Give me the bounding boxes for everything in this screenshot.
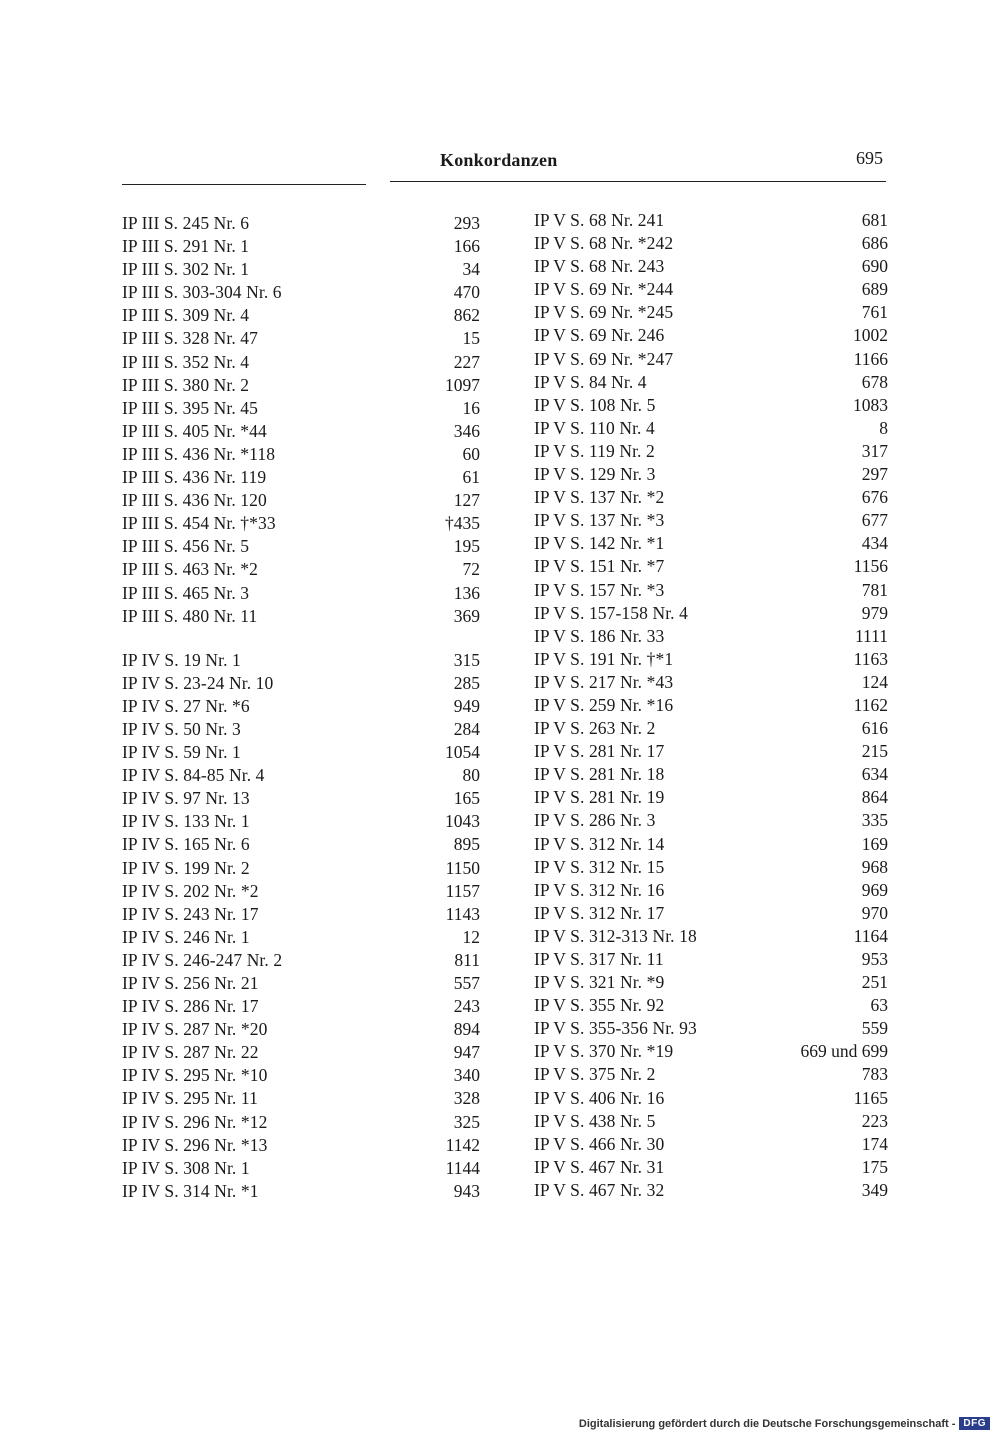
concordance-row [122, 489, 480, 512]
concordance-row [534, 301, 888, 324]
reference-text: IP IV S. 165 Nr. 6 [122, 834, 250, 855]
reference-text: IP IV S. 84-85 Nr. 4 [122, 765, 265, 786]
entry-number: 470 [453, 282, 480, 303]
concordance-row [122, 374, 480, 397]
entry-number: 165 [453, 788, 480, 809]
entry-number: 943 [453, 1180, 480, 1201]
reference-text: IP V S. 281 Nr. 19 [534, 787, 665, 808]
footer-credit [579, 1417, 990, 1430]
reference-text: IP IV S. 295 Nr. *10 [122, 1065, 268, 1086]
reference-text: IP V S. 375 Nr. 2 [534, 1064, 656, 1085]
concordance-row [122, 535, 480, 558]
entry-number: 1156 [853, 556, 888, 577]
reference-text: IP III S. 291 Nr. 1 [122, 236, 250, 257]
entry-number: 12 [462, 926, 480, 947]
entry-number: 243 [453, 996, 480, 1017]
entry-number: 1054 [445, 742, 480, 763]
concordance-row [122, 628, 480, 649]
reference-text: IP V S. 286 Nr. 3 [534, 810, 656, 831]
entry-number: 434 [861, 533, 888, 554]
reference-text: IP V S. 151 Nr. *7 [534, 556, 665, 577]
page-title: Konkordanzen [440, 150, 558, 170]
concordance-row [122, 903, 480, 926]
entry-number: 293 [453, 213, 480, 233]
concordance-row [122, 857, 480, 880]
entry-number: 559 [861, 1018, 888, 1039]
reference-text: IP IV S. 199 Nr. 2 [122, 857, 250, 878]
reference-text: IP IV S. 246-247 Nr. 2 [122, 949, 283, 970]
reference-text: IP V S. 281 Nr. 18 [534, 764, 665, 785]
concordance-row [122, 995, 480, 1018]
entry-number: 979 [861, 602, 888, 623]
reference-text: IP IV S. 256 Nr. 21 [122, 973, 259, 993]
reference-text: IP III S. 436 Nr. 119 [122, 467, 267, 488]
concordance-row [122, 443, 480, 466]
reference-text: IP III S. 465 Nr. 3 [122, 582, 250, 603]
concordance-row [534, 1040, 888, 1063]
reference-text: IP V S. 157 Nr. *3 [534, 579, 665, 600]
entry-number: 1002 [853, 325, 888, 346]
concordance-row [534, 440, 888, 463]
entry-number: 1143 [445, 903, 480, 924]
reference-text: IP III S. 302 Nr. 1 [122, 259, 250, 280]
reference-text: IP V S. 263 Nr. 2 [534, 718, 656, 739]
concordance-row [122, 1064, 480, 1087]
concordance-row [534, 694, 888, 717]
concordance-row [534, 671, 888, 694]
concordance-row [122, 1041, 480, 1064]
entry-number: 215 [861, 741, 888, 762]
reference-text: IP V S. 312 Nr. 16 [534, 879, 665, 900]
concordance-row [122, 466, 480, 489]
reference-text: IP IV S. 133 Nr. 1 [122, 811, 250, 832]
concordance-row [534, 394, 888, 417]
concordance-row [122, 972, 480, 995]
reference-text: IP V S. 69 Nr. *244 [534, 279, 674, 300]
entry-number: 1043 [445, 811, 480, 832]
reference-text: IP III S. 463 Nr. *2 [122, 559, 259, 580]
concordance-row [122, 880, 480, 903]
concordance-row [122, 605, 480, 628]
reference-text: IP V S. 321 Nr. *9 [534, 972, 665, 993]
entry-number: 72 [462, 559, 480, 580]
reference-text: IP IV S. 287 Nr. 22 [122, 1042, 259, 1063]
entry-number: 251 [861, 972, 888, 993]
entry-number: 947 [453, 1042, 480, 1063]
concordance-row [534, 371, 888, 394]
entry-number: 616 [861, 718, 888, 739]
dfg-logo: DFG [959, 1417, 990, 1430]
concordance-row [534, 1133, 888, 1156]
reference-text: IP III S. 303-304 Nr. 6 [122, 282, 282, 303]
reference-text: IP IV S. 296 Nr. *13 [122, 1134, 268, 1155]
reference-text: IP IV S. 27 Nr. *6 [122, 695, 250, 716]
reference-text: IP V S. 119 Nr. 2 [534, 440, 655, 461]
concordance-row [122, 212, 480, 235]
reference-text: IP IV S. 314 Nr. *1 [122, 1180, 259, 1201]
entry-number: †435 [445, 513, 480, 534]
reference-text: IP III S. 456 Nr. 5 [122, 536, 250, 557]
reference-text: IP IV S. 286 Nr. 17 [122, 996, 259, 1017]
concordance-row [534, 1156, 888, 1179]
reference-text: IP V S. 129 Nr. 3 [534, 464, 656, 485]
entry-number: 1097 [445, 374, 480, 395]
entry-number: 678 [861, 371, 888, 392]
entry-number: 15 [462, 328, 480, 349]
concordance-row [534, 1063, 888, 1086]
reference-text: IP V S. 355-356 Nr. 93 [534, 1018, 697, 1039]
concordance-row [534, 486, 888, 509]
entry-number: 689 [861, 279, 888, 300]
entry-number: 953 [861, 949, 888, 969]
concordance-row [122, 787, 480, 810]
concordance-row [534, 786, 888, 809]
concordance-row [534, 971, 888, 994]
concordance-row [534, 463, 888, 486]
reference-text: IP IV S. 295 Nr. 11 [122, 1088, 258, 1109]
reference-text: IP III S. 245 Nr. 6 [122, 213, 250, 233]
concordance-row [122, 672, 480, 695]
entry-number: 1166 [853, 348, 888, 369]
reference-text: IP V S. 157-158 Nr. 4 [534, 602, 688, 623]
concordance-row [122, 258, 480, 281]
footer-text: Digitalisierung gefördert durch die Deutsche Forschungsgemeinschaft - [578, 1417, 956, 1430]
concordance-row [534, 902, 888, 925]
concordance-row [534, 509, 888, 532]
entry-number: 175 [861, 1156, 888, 1177]
reference-text: IP V S. 69 Nr. 246 [534, 325, 665, 346]
reference-text: IP IV S. 50 Nr. 3 [122, 718, 241, 739]
reference-text: IP V S. 84 Nr. 4 [534, 371, 647, 392]
concordance-column-right [534, 209, 888, 1202]
entry-number: 1165 [853, 1087, 888, 1108]
reference-text: IP V S. 110 Nr. 4 [534, 417, 655, 438]
entry-number: 557 [453, 973, 480, 993]
entry-number: 16 [462, 397, 480, 418]
entry-number: 1157 [445, 880, 480, 901]
entry-number: 949 [453, 695, 480, 716]
concordance-row [534, 1179, 888, 1202]
entry-number: 8 [879, 417, 888, 438]
reference-text: IP III S. 405 Nr. *44 [122, 420, 267, 441]
concordance-row [534, 948, 888, 971]
entry-number: 346 [453, 420, 480, 441]
entry-number: 124 [861, 671, 888, 692]
reference-text: IP V S. 68 Nr. 243 [534, 256, 665, 277]
concordance-row [534, 740, 888, 763]
concordance-row [122, 695, 480, 718]
entry-number: 895 [453, 834, 480, 855]
entry-number: 297 [861, 464, 888, 485]
entry-number: 1150 [445, 857, 480, 878]
concordance-row [122, 1111, 480, 1134]
concordance-row [122, 582, 480, 605]
entry-number: 894 [453, 1019, 480, 1040]
concordance-row [534, 417, 888, 440]
concordance-row [122, 741, 480, 764]
reference-text: IP IV S. 19 Nr. 1 [122, 649, 241, 670]
concordance-row [122, 420, 480, 443]
reference-text: IP IV S. 59 Nr. 1 [122, 742, 241, 763]
entry-number: 1164 [853, 925, 888, 946]
entry-number: 195 [453, 536, 480, 557]
concordance-row [534, 879, 888, 902]
entry-number: 669 und 699 [800, 1041, 888, 1062]
reference-text: IP V S. 69 Nr. *247 [534, 348, 674, 369]
concordance-row [534, 809, 888, 832]
reference-text: IP V S. 108 Nr. 5 [534, 394, 656, 415]
concordance-column-left [122, 212, 480, 1203]
entry-number: 317 [861, 440, 888, 461]
entry-number: 80 [462, 765, 480, 786]
concordance-row [122, 281, 480, 304]
reference-text: IP V S. 137 Nr. *3 [534, 510, 665, 531]
reference-text: IP V S. 186 Nr. 33 [534, 625, 665, 646]
concordance-row [122, 512, 480, 535]
reference-text: IP IV S. 287 Nr. *20 [122, 1019, 268, 1040]
concordance-row [534, 833, 888, 856]
reference-text: IP IV S. 97 Nr. 13 [122, 788, 250, 809]
concordance-row [122, 235, 480, 258]
concordance-row [122, 1180, 480, 1203]
entry-number: 369 [453, 605, 480, 626]
entry-number: 223 [861, 1110, 888, 1131]
entry-number: 761 [861, 302, 888, 323]
concordance-row [122, 649, 480, 672]
concordance-row [122, 926, 480, 949]
concordance-row [122, 351, 480, 374]
concordance-row [534, 232, 888, 255]
reference-text: IP V S. 191 Nr. †*1 [534, 648, 674, 669]
reference-text: IP V S. 217 Nr. *43 [534, 671, 674, 692]
reference-text: IP III S. 352 Nr. 4 [122, 351, 250, 372]
reference-text: IP III S. 309 Nr. 4 [122, 305, 250, 326]
entry-number: 63 [870, 995, 888, 1016]
concordance-row [534, 555, 888, 578]
concordance-row [534, 602, 888, 625]
page-number: 695 [856, 148, 883, 168]
concordance-row [534, 925, 888, 948]
entry-number: 1111 [854, 625, 888, 646]
concordance-row [534, 1087, 888, 1110]
entry-number: 676 [861, 487, 888, 508]
reference-text: IP III S. 328 Nr. 47 [122, 328, 259, 349]
concordance-row [534, 648, 888, 671]
entry-number: 969 [861, 879, 888, 900]
concordance-row [534, 579, 888, 602]
concordance-row [122, 949, 480, 972]
reference-text: IP V S. 259 Nr. *16 [534, 694, 674, 715]
entry-number: 862 [453, 305, 480, 326]
reference-text: IP III S. 454 Nr. †*33 [122, 513, 276, 534]
reference-text: IP IV S. 296 Nr. *12 [122, 1111, 268, 1132]
reference-text: IP V S. 370 Nr. *19 [534, 1041, 674, 1062]
entry-number: 1162 [853, 694, 888, 715]
reference-text: IP V S. 68 Nr. *242 [534, 233, 674, 254]
reference-text: IP V S. 312 Nr. 14 [534, 833, 665, 854]
entry-number: 781 [861, 579, 888, 600]
entry-number: 136 [453, 582, 480, 603]
reference-text: IP IV S. 243 Nr. 17 [122, 903, 259, 924]
entry-number: 60 [462, 443, 480, 464]
concordance-row [534, 209, 888, 232]
reference-text: IP V S. 406 Nr. 16 [534, 1087, 665, 1108]
reference-text: IP V S. 317 Nr. 11 [534, 949, 664, 969]
concordance-row [534, 278, 888, 301]
concordance-row [534, 625, 888, 648]
entry-number: 1144 [445, 1157, 480, 1178]
concordance-row [122, 397, 480, 420]
entry-number: 968 [861, 856, 888, 877]
concordance-row [122, 327, 480, 350]
reference-text: IP V S. 312 Nr. 15 [534, 856, 665, 877]
concordance-row [534, 255, 888, 278]
reference-text: IP III S. 395 Nr. 45 [122, 397, 259, 418]
entry-number: 686 [861, 233, 888, 254]
entry-number: 681 [861, 210, 888, 230]
reference-text: IP V S. 312-313 Nr. 18 [534, 925, 697, 946]
entry-number: 61 [462, 467, 480, 488]
concordance-row [122, 558, 480, 581]
entry-number: 1142 [445, 1134, 480, 1155]
entry-number: 634 [861, 764, 888, 785]
concordance-row [122, 764, 480, 787]
reference-text: IP III S. 480 Nr. 11 [122, 605, 258, 626]
entry-number: 285 [453, 672, 480, 693]
concordance-row [534, 717, 888, 740]
concordance-row [122, 1087, 480, 1110]
concordance-row [122, 1134, 480, 1157]
concordance-row [534, 1017, 888, 1040]
reference-text: IP IV S. 23-24 Nr. 10 [122, 672, 274, 693]
reference-text: IP V S. 467 Nr. 31 [534, 1156, 665, 1177]
entry-number: 690 [861, 256, 888, 277]
entry-number: 335 [861, 810, 888, 831]
concordance-row [534, 324, 888, 347]
concordance-row [122, 810, 480, 833]
entry-number: 315 [453, 649, 480, 670]
entry-number: 34 [462, 259, 480, 280]
reference-text: IP V S. 466 Nr. 30 [534, 1133, 665, 1154]
concordance-row [122, 833, 480, 856]
reference-text: IP IV S. 246 Nr. 1 [122, 926, 250, 947]
reference-text: IP V S. 142 Nr. *1 [534, 533, 665, 554]
entry-number: 970 [861, 902, 888, 923]
entry-number: 349 [861, 1179, 888, 1200]
header-rule-left [122, 184, 366, 185]
entry-number: 169 [861, 833, 888, 854]
entry-number: 174 [861, 1133, 888, 1154]
entry-number: 227 [453, 351, 480, 372]
concordance-row [122, 304, 480, 327]
reference-text: IP III S. 436 Nr. *118 [122, 443, 276, 464]
entry-number: 783 [861, 1064, 888, 1085]
reference-text: IP IV S. 202 Nr. *2 [122, 880, 259, 901]
concordance-row [122, 718, 480, 741]
reference-text: IP V S. 312 Nr. 17 [534, 902, 665, 923]
concordance-row [534, 994, 888, 1017]
entry-number: 127 [453, 490, 480, 511]
reference-text: IP IV S. 308 Nr. 1 [122, 1157, 250, 1178]
entry-number: 677 [861, 510, 888, 531]
concordance-row [122, 1018, 480, 1041]
reference-text: IP V S. 137 Nr. *2 [534, 487, 665, 508]
concordance-row [534, 1110, 888, 1133]
reference-text: IP V S. 281 Nr. 17 [534, 741, 665, 762]
entry-number: 325 [453, 1111, 480, 1132]
entry-number: 284 [453, 718, 480, 739]
concordance-row [122, 1157, 480, 1180]
reference-text: IP V S. 68 Nr. 241 [534, 210, 665, 230]
reference-text: IP V S. 467 Nr. 32 [534, 1179, 665, 1200]
header-rule-right [390, 181, 886, 182]
reference-text: IP V S. 69 Nr. *245 [534, 302, 674, 323]
entry-number: 340 [453, 1065, 480, 1086]
concordance-row [534, 348, 888, 371]
reference-text: IP V S. 438 Nr. 5 [534, 1110, 656, 1131]
reference-text: IP III S. 436 Nr. 120 [122, 490, 267, 511]
entry-number: 811 [454, 949, 480, 970]
concordance-row [534, 532, 888, 555]
concordance-row [534, 856, 888, 879]
entry-number: 1163 [853, 648, 888, 669]
entry-number: 328 [453, 1088, 480, 1109]
reference-text: IP V S. 355 Nr. 92 [534, 995, 665, 1016]
entry-number: 166 [453, 236, 480, 257]
reference-text: IP III S. 380 Nr. 2 [122, 374, 250, 395]
concordance-row [534, 763, 888, 786]
entry-number: 864 [861, 787, 888, 808]
entry-number: 1083 [853, 394, 888, 415]
